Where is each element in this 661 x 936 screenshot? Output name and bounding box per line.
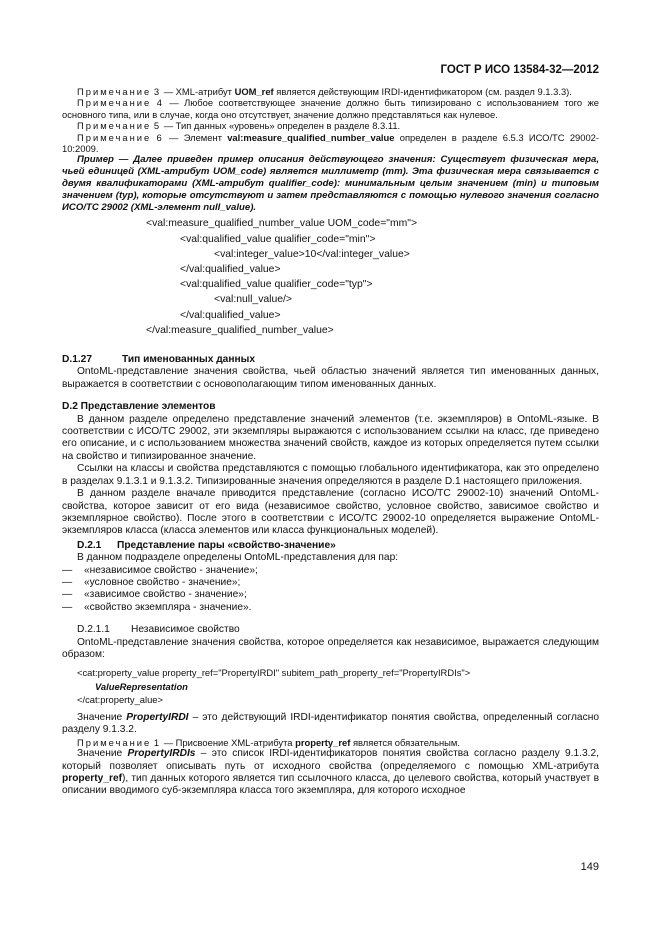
xml-syntax-block	[62, 666, 599, 706]
section-d21-intro: В данном подразделе определены OntoML-представления для пар:	[77, 552, 399, 564]
section-d211-text: OntoML-представление значения свойства, которое определяется как независимое, выражается следующим образом:	[62, 636, 599, 660]
code-line: <val:integer_value>10</val:integer_value>	[214, 248, 410, 260]
list-item: — «свойство экземпляра - значение».	[62, 601, 252, 613]
list-item: — «условное свойство - значение»;	[62, 576, 241, 588]
page-number: 149	[580, 861, 599, 873]
code-line: </cat:property_alue>	[77, 693, 163, 705]
section-heading-d127: D.1.27 Тип именованных данных	[62, 354, 256, 366]
section-d2-paragraph: В данном разделе вначале приводится представление (согласно ИСО/ТС 29002-10) значений OntoML-свойства, которое зависит от его вида (независимое свойство, условное свойство, зависимое свойство и экземплярное свойство). После этого в соответствии с ИСО/ТС 29002-10 определяется выражение OntoML-экземпляров класса (класса элементов или класса функциональных моделей).	[62, 488, 599, 537]
code-line: </val:qualified_value>	[180, 264, 281, 276]
property-irdi-paragraph: Значение PropertyIRDI – это действующий IRDI-идентификатор понятия свойства, определенный согласно разделу 9.1.3.2.	[62, 712, 599, 736]
code-line: <val:qualified_value qualifier_code="min">	[180, 233, 376, 245]
section-d2-paragraph: Ссылки на классы и свойства представляются с помощью глобального идентификатора, как это определено в разделах 9.1.3.1 и 9.1.3.2. Типизированные значения определяются в разделе D.1 настоящего приложения.	[62, 463, 599, 487]
section-heading-d21: D.2.1 Представление пары «свойство-значение»	[77, 539, 336, 551]
note-3: Примечание 3 — XML-атрибут UOM_ref является действующим IRDI-идентификатором (см. раздел 9.1.3.3).	[77, 86, 572, 97]
code-line: <val:null_value/>	[214, 294, 292, 306]
page-content	[62, 86, 599, 798]
example-text: Пример — Далее приведен пример описания действующего значения: Существует физическая мера, чьей единицей (XML-атрибут UOM_code) является миллиметр (mm). Эта физическая мера связывается с двумя квалификаторами (XML-атрибут qualifier_code): минимальным целым значением (min) и типовым значением (typ), которые отсутствуют и затем представляются с помощью нулевого значения согласно ИСО/ТС 29002 (XML-элемент null_value).	[62, 154, 599, 213]
code-line: ValueRepresentation	[95, 680, 188, 692]
code-line: </val:qualified_value>	[180, 309, 281, 321]
section-d127-text: OntoML-представление значения свойства, чьей областью значений является тип именованных данных, выражается в соответствии с основополагающим типом именованных данных.	[62, 366, 599, 390]
code-line: <cat:property_value property_ref="PropertyIRDI" subitem_path_property_ref="PropertyIRDIs">	[77, 667, 471, 679]
code-line: <val:qualified_value qualifier_code="typ">	[180, 279, 373, 291]
xml-example-block	[62, 216, 599, 338]
document-header: ГОСТ Р ИСО 13584-32—2012	[440, 64, 599, 76]
code-line: <val:measure_qualified_number_value UOM_code="mm">	[146, 218, 418, 230]
list-item: — «зависимое свойство - значение»;	[62, 589, 247, 601]
list-item: — «независимое свойство - значение»;	[62, 564, 258, 576]
note-5: Примечание 5 — Тип данных «уровень» определен в разделе 8.3.11.	[77, 120, 401, 132]
section-heading-d211: D.2.1.1 Независимое свойство	[77, 624, 240, 636]
note-4: Примечание 4 — Любое соответствующее значение должно быть типизировано с использованием того же основного типа, или в случае, когда оно отсутствует, значение должно представляться как нулевое.	[62, 97, 599, 120]
property-irdis-paragraph: Значение PropertyIRDIs – это список IRDI-идентификаторов понятия свойства согласно разделу 9.1.3.2, который позволяет описывать путь от исходного свойства (определяемого с помощью XML-атрибута property_ref), тип данных которого является тип ссылочного класса, до целевого свойства, который участвует в описании вводимого суб-экземпляра класса того экземпляра, для которого исходное	[62, 748, 599, 797]
code-line: </val:measure_qualified_number_value>	[146, 324, 334, 336]
note-6: Примечание 6 — Элемент val:measure_qualified_number_value определен в разделе 6.5.3 ИСО/ТС 29002-10:2009.	[62, 131, 600, 155]
note-1: Примечание 1 — Присвоение XML-атрибута property_ref является обязательным.	[77, 736, 460, 748]
section-heading-d2: D.2 Представление элементов	[62, 401, 216, 413]
section-d2-paragraph: В данном разделе определено представление значений элементов (т.е. экземпляров) в OntoML-языке. В соответствии с ИСО/ТС 29002, эти экземпляры выражаются с использованием ссылки на класс, где приведено его описание, и с использованием множества значений свойств, каждое из которых определяется путем ссылки на свойство и типизированное значение.	[62, 413, 599, 462]
